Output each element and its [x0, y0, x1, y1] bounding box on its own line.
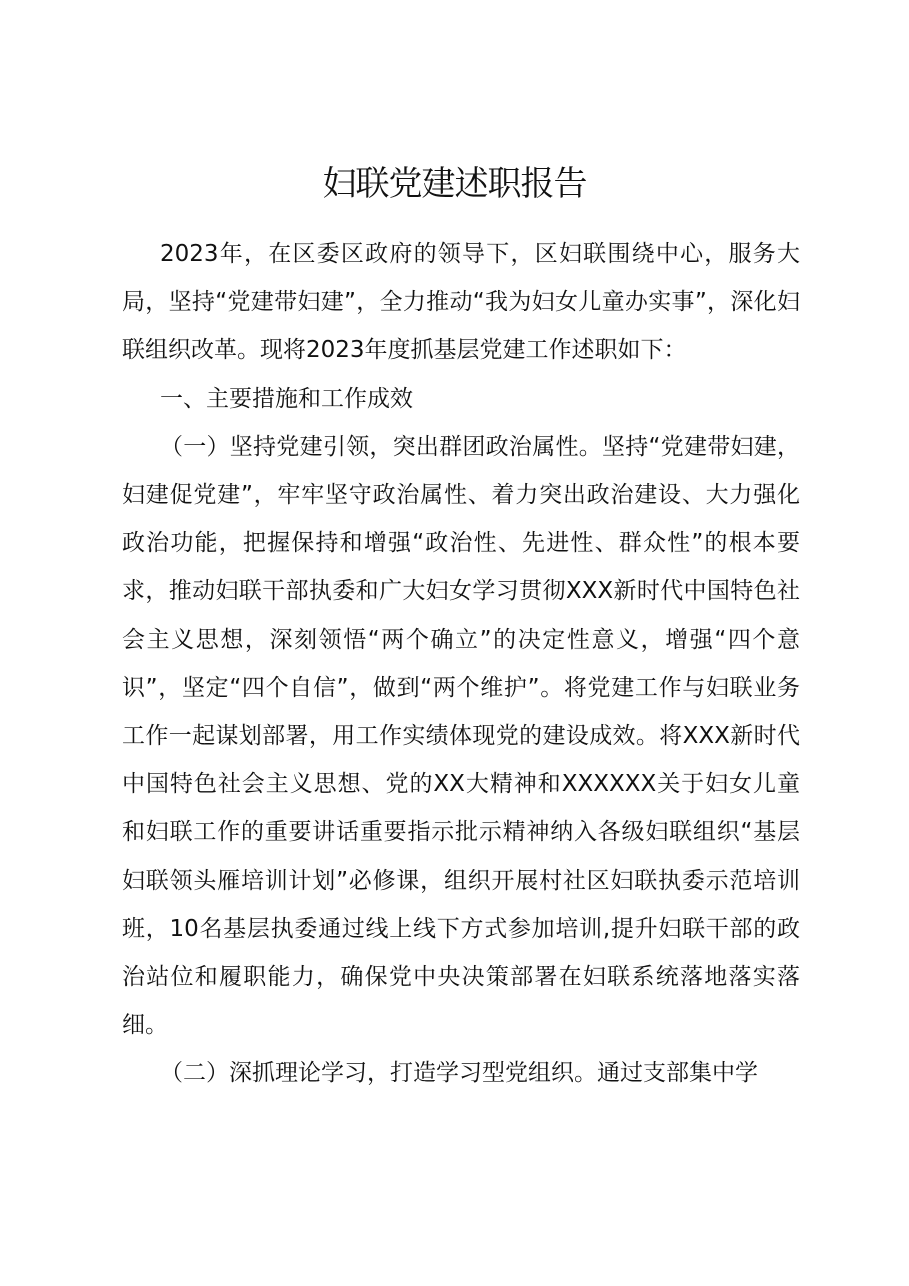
section-heading: 一、主要措施和工作成效: [160, 385, 413, 412]
paragraph-section-2: （二）深抓理论学习，打造学习型党组织。通过支部集中学: [160, 1060, 758, 1087]
document-title: 妇联党建述职报告: [322, 164, 587, 204]
paragraph-section-1: （一）坚持党建引领，突出群团政治属性。坚持“党建带妇建，妇建促党建”，牢牢坚守政治属性、着力突出政治建设、大力强化政治功能，把握保持和增强“政治性、先进性、群众性”的根本要求，推动妇联干部执委和广大妇女学习贯彻XXX新时代中国特色社会主义思想，深刻领悟“两个确立”的决定性意义，增强“四个意识”，坚定“四个自信”，做到“两个维护”。将党建工作与妇联业务工作一起谋划部署，用工作实绩体现党的建设成效。将XXX新时代中国特色社会主义思想、党的XX大精神和XXXXXX关于妇女儿童和妇联工作的重要讲话重要指示批示精神纳入各级妇联组织“基层妇联领头雁培训计划”必修课，组织开展村社区妇联执委示范培训班，10名基层执委通过线上线下方式参加培训,提升妇联干部的政治站位和履职能力，确保党中央决策部署在妇联系统落地落实落细。: [122, 433, 800, 1039]
paragraph-intro: 2023年，在区委区政府的领导下，区妇联围绕中心，服务大局，坚持“党建带妇建”，全力推动“我为妇女儿童办实事”，深化妇联组织改革。现将2023年度抓基层党建工作述职如下：: [122, 241, 800, 364]
document-body: [122, 230, 800, 1098]
